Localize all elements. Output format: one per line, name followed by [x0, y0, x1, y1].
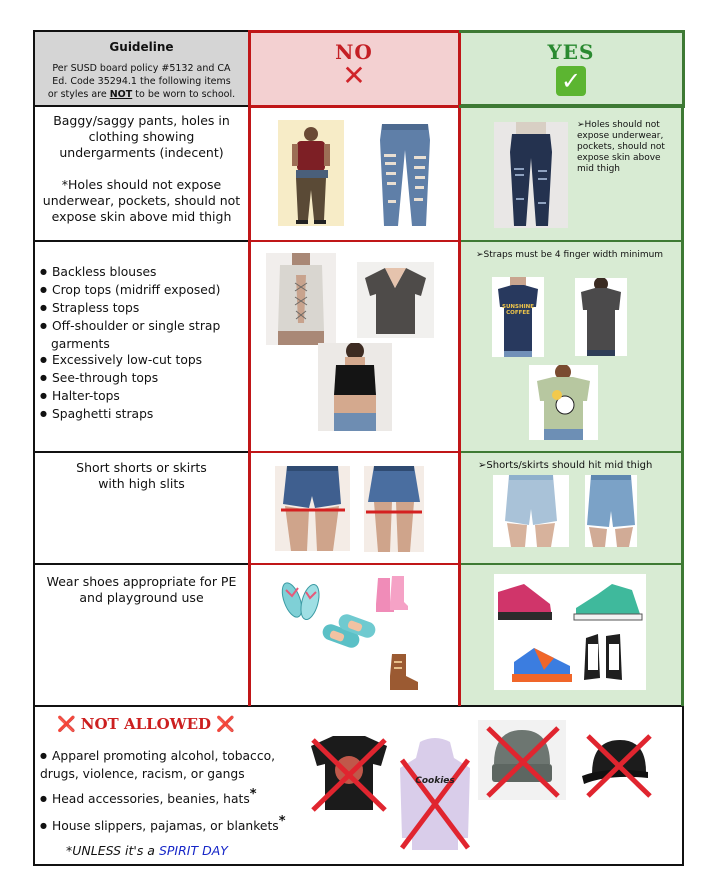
not-allowed-list: [40, 748, 296, 836]
saggy-pants-photo: [278, 120, 344, 226]
yes-heading: YES: [547, 40, 595, 64]
check-mark-icon: ✓: [556, 66, 586, 96]
short-skirt-photo: [364, 466, 424, 552]
list-item: ● Spaghetti straps: [40, 406, 245, 424]
list-item: ● Head accessories, beanies, hats*: [40, 787, 296, 809]
list-item: ● Excessively low-cut tops: [40, 352, 245, 370]
cap-crossed-photo: [578, 730, 658, 800]
x-icon: ❌: [216, 715, 235, 733]
shorts-yes-note: ➢Shorts/skirts should hit mid thigh: [478, 460, 653, 471]
row-divider: [34, 240, 249, 242]
guideline-policy-text: Per SUSD board policy #5132 and CA Ed. Code 35294.1 the following items or styles are NOT to be worn to school.: [47, 63, 236, 100]
denim-shorts-photo: [585, 475, 637, 547]
crop-top-photo: [318, 343, 392, 431]
beanie-crossed-photo: [478, 720, 566, 800]
short-shorts-photo: [275, 466, 350, 551]
spirit-day-footnote: *UNLESS it's a SPIRIT DAY: [66, 843, 228, 858]
graphic-tshirt-crossed-photo: [305, 730, 393, 814]
hoodie-graphic-text: Cookies: [415, 776, 455, 786]
list-item: ● House slippers, pajamas, or blankets*: [40, 814, 296, 836]
shoes-guideline: Wear shoes appropriate for PE and playground use: [46, 574, 237, 605]
yes-column-right-border: [681, 106, 684, 706]
row-divider: [459, 451, 683, 453]
mid-thigh-shorts-photo: [493, 475, 569, 547]
no-row-divider: [248, 240, 461, 242]
list-item: ● Halter-tops: [40, 388, 245, 406]
list-item: ● Crop tops (midriff exposed): [40, 282, 245, 300]
no-heading: NO: [335, 40, 373, 64]
acceptable-jeans-photo: [494, 122, 568, 228]
sneakers-photo: [494, 574, 646, 690]
row-divider: [34, 563, 249, 565]
row-divider: [34, 105, 249, 107]
no-row-divider: [248, 451, 461, 453]
rain-boots-icon: [372, 574, 412, 614]
no-column-left-border: [248, 106, 251, 706]
pants-yes-note: ➢Holes should not expose underwear, pockets, should not expose skin above mid thigh: [577, 120, 665, 174]
x-icon: ❌: [57, 715, 76, 733]
list-item: ● Off-shoulder or single strap garments: [40, 318, 245, 352]
guideline-title: Guideline: [109, 40, 174, 54]
row-divider: [34, 451, 249, 453]
cowboy-boot-icon: [386, 652, 422, 692]
row-divider: [459, 563, 683, 565]
x-mark-icon: ✕: [342, 59, 366, 92]
shirt-graphic-text: SUNSHINE COFFEE: [501, 304, 534, 316]
ripped-jeans-photo: [374, 120, 436, 228]
row-divider: [34, 705, 683, 707]
low-cut-top-photo: [357, 262, 434, 338]
no-column-right-border: [458, 106, 461, 706]
cartoon-tee-photo: [529, 365, 598, 440]
backless-top-photo: [266, 253, 336, 345]
tops-guideline-list: [40, 264, 245, 424]
pants-guideline: Baggy/saggy pants, holes in clothing showing undergarments (indecent) *Holes should not expose underwear, pockets, should not expose skin above mid thigh: [42, 113, 241, 224]
row-divider: [459, 240, 683, 242]
hoodie-crossed-photo: [396, 738, 474, 854]
no-row-divider: [248, 563, 461, 565]
list-item: ● Apparel promoting alcohol, tobacco, drugs, violence, racism, or gangs: [40, 748, 296, 782]
spirit-day-text: SPIRIT DAY: [158, 843, 228, 858]
list-item: ● See-through tops: [40, 370, 245, 388]
list-item: ● Strapless tops: [40, 300, 245, 318]
tops-yes-note: ➢Straps must be 4 finger width minimum: [476, 250, 664, 260]
graphic-tee-photo: [492, 277, 544, 357]
sandals-icon: [318, 612, 380, 656]
not-allowed-heading: ❌ NOT ALLOWED ❌: [57, 715, 235, 733]
shorts-guideline: Short shorts or skirts with high slits: [76, 460, 207, 491]
list-item: ● Backless blouses: [40, 264, 245, 282]
gray-tee-photo: [575, 278, 627, 356]
